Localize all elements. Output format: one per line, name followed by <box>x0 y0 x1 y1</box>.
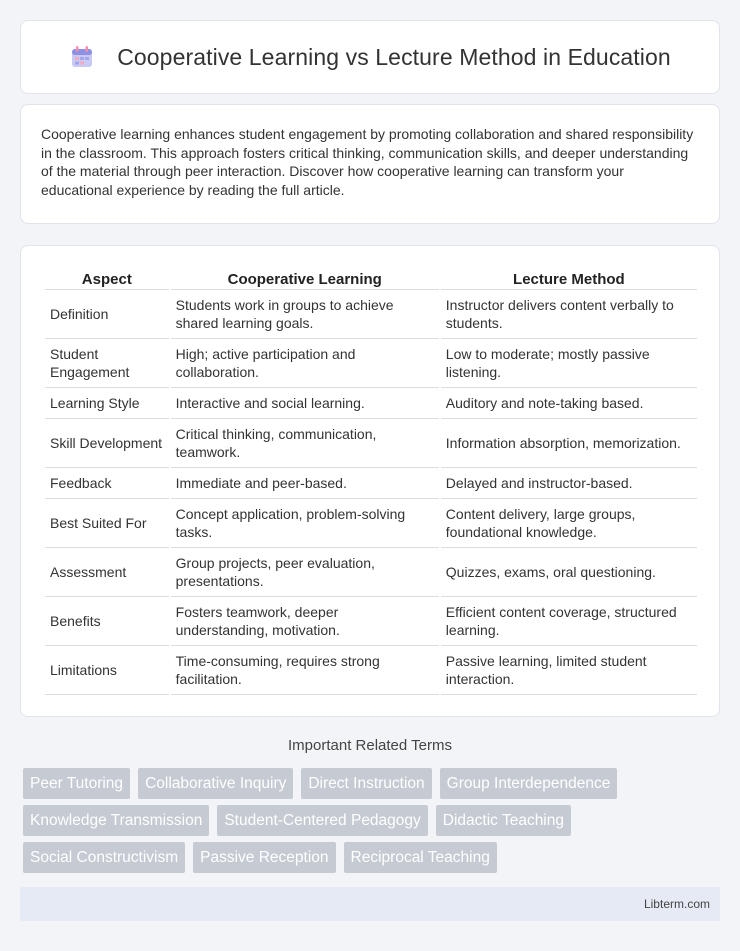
page-title: Cooperative Learning vs Lecture Method in Education <box>117 43 671 70</box>
cooperative-cell: Interactive and social learning. <box>171 388 439 419</box>
table-row <box>45 290 697 339</box>
lecture-cell: Auditory and note-taking based. <box>441 388 697 419</box>
header <box>21 21 719 93</box>
comparison-table <box>43 266 699 695</box>
aspect-cell: Skill Development <box>45 419 169 468</box>
cooperative-cell: Group projects, peer evaluation, presentations. <box>171 548 439 597</box>
term-tag[interactable]: Knowledge Transmission <box>23 805 209 836</box>
lecture-cell: Passive learning, limited student interaction. <box>441 646 697 695</box>
lecture-cell: Efficient content coverage, structured learning. <box>441 597 697 646</box>
cooperative-cell: Students work in groups to achieve shared learning goals. <box>171 290 439 339</box>
table-row <box>45 339 697 388</box>
lecture-cell: Content delivery, large groups, foundational knowledge. <box>441 499 697 548</box>
term-tag[interactable]: Didactic Teaching <box>436 805 571 836</box>
lecture-cell: Low to moderate; mostly passive listening. <box>441 339 697 388</box>
related-terms-list <box>23 768 723 873</box>
calendar-icon <box>69 44 95 70</box>
cooperative-cell: Critical thinking, communication, teamwork. <box>171 419 439 468</box>
header-lecture-method: Lecture Method <box>441 266 697 290</box>
term-tag[interactable]: Peer Tutoring <box>23 768 130 799</box>
lecture-cell: Information absorption, memorization. <box>441 419 697 468</box>
header-aspect: Aspect <box>45 266 169 290</box>
related-terms-title: Important Related Terms <box>288 737 452 754</box>
aspect-cell: Feedback <box>45 468 169 499</box>
aspect-cell: Learning Style <box>45 388 169 419</box>
term-tag[interactable]: Collaborative Inquiry <box>138 768 293 799</box>
term-tag[interactable]: Passive Reception <box>193 842 335 873</box>
header-card <box>20 20 720 94</box>
aspect-cell: Limitations <box>45 646 169 695</box>
header-cooperative-learning: Cooperative Learning <box>171 266 439 290</box>
footer-site-link[interactable]: Libterm.com <box>643 897 710 911</box>
cooperative-cell: Time-consuming, requires strong facilitation. <box>171 646 439 695</box>
intro-card <box>20 104 720 224</box>
term-tag[interactable]: Direct Instruction <box>301 768 431 799</box>
term-tag[interactable]: Social Constructivism <box>23 842 185 873</box>
table-row <box>45 646 697 695</box>
term-tag[interactable]: Student-Centered Pedagogy <box>217 805 427 836</box>
aspect-cell: Assessment <box>45 548 169 597</box>
cooperative-cell: High; active participation and collaboration. <box>171 339 439 388</box>
lecture-cell: Delayed and instructor-based. <box>441 468 697 499</box>
comparison-table-card <box>20 245 720 717</box>
aspect-cell: Definition <box>45 290 169 339</box>
term-tag[interactable]: Reciprocal Teaching <box>344 842 497 873</box>
intro-paragraph: Cooperative learning enhances student engagement by promoting collaboration and shared responsibility in the classroom. This approach fosters critical thinking, communication skills, and deeper understanding of the material through peer interaction. Discover how cooperative learning can transform your educational experience by reading the full article. <box>41 126 694 198</box>
table-row <box>45 388 697 419</box>
cooperative-cell: Concept application, problem-solving tasks. <box>171 499 439 548</box>
cooperative-cell: Immediate and peer-based. <box>171 468 439 499</box>
table-row <box>45 597 697 646</box>
table-row <box>45 548 697 597</box>
table-row <box>45 499 697 548</box>
lecture-cell: Quizzes, exams, oral questioning. <box>441 548 697 597</box>
cooperative-cell: Fosters teamwork, deeper understanding, motivation. <box>171 597 439 646</box>
table-row <box>45 468 697 499</box>
aspect-cell: Student Engagement <box>45 339 169 388</box>
table-row <box>45 419 697 468</box>
aspect-cell: Best Suited For <box>45 499 169 548</box>
footer <box>20 887 720 921</box>
lecture-cell: Instructor delivers content verbally to students. <box>441 290 697 339</box>
aspect-cell: Benefits <box>45 597 169 646</box>
term-tag[interactable]: Group Interdependence <box>440 768 618 799</box>
